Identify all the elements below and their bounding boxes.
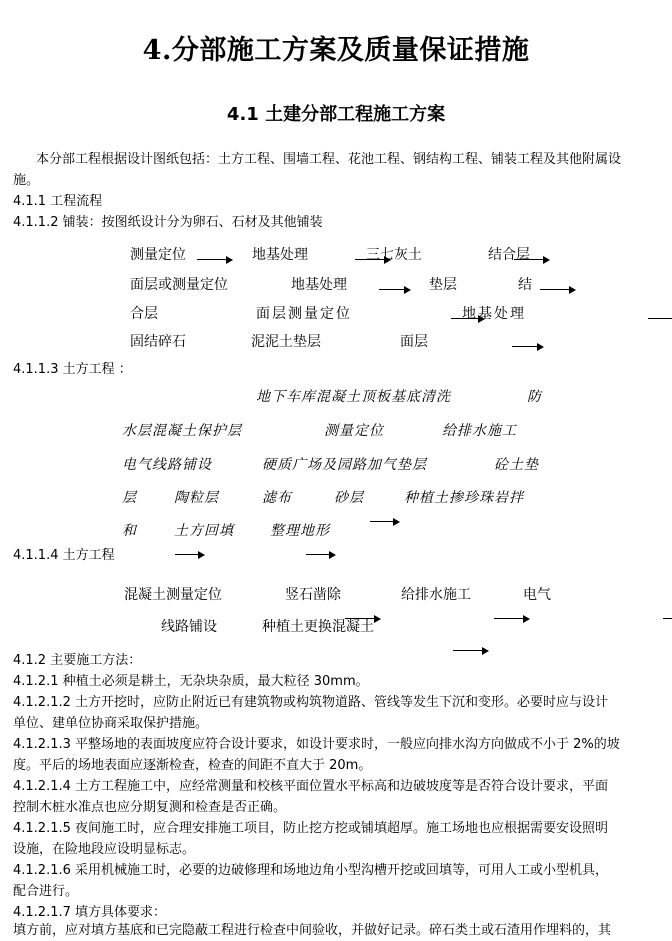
flow2-step: 防 [527,389,542,405]
flow1-step: 面层 [400,334,428,350]
flow2-step: 测量定位 [324,423,384,439]
flow3-step: 种植土更换混凝土 [262,619,374,635]
section-412: 4.1.2 主要施工方法： [13,653,142,668]
flow1-step: 地基处理 [462,306,526,322]
paragraph: 4.1.2.1.3 平整场地的表面坡度应符合设计要求，如设计要求时，一般应向排水沟方向做成不小于 2%的坡 [13,737,620,752]
arrow-icon [379,285,411,295]
flow1-step: 面层或测量定位 [130,277,228,293]
flow2-step: 砼土垫 [494,457,539,473]
paragraph: 4.1.2.1.7 填方具体要求： [13,905,167,920]
flow1-step: 泥泥土垫层 [251,334,321,350]
paragraph: 配合进行。 [13,884,79,899]
flow1-step: 地基处理 [252,247,308,263]
paragraph: 度。平后的场地表面应逐渐检查，检查的间距不直大于 20m。 [13,758,372,773]
flow3-step: 线路铺设 [161,619,217,635]
section-4112: 4.1.1.2 铺装：按图纸设计分为卵石、石材及其他铺装 [13,215,323,230]
flow1-step: 测量定位 [130,247,186,263]
flow2-step: 种植土掺珍珠岩拌 [404,490,524,506]
paragraph: 4.1.2.1.4 土方工程施工中，应经常测量和校核平面位置水平标高和边破坡度等是否符合设计要求，平面 [13,779,609,794]
flow1-step: 三七灰土 [366,247,422,263]
paragraph: 4.1.2.1.2 土方开挖时，应防止附近已有建筑物或构筑物道路、管线等发生下沉和变形。必要时应与设计 [13,695,609,710]
page-title: 4.分部施工方案及质量保证措施 [142,35,530,66]
section-heading: 4.1 土建分部工程施工方案 [226,104,446,125]
paragraph: 控制木桩水准点也应分期复测和检查是否正确。 [13,800,287,815]
flow1-step: 固结碎石 [130,334,186,350]
flow2-step: 层 [122,490,137,506]
flow2-step: 地下车库混凝土顶板基底清洗 [256,389,451,405]
arrow-icon [370,517,400,527]
flow1-step: 结合层 [488,247,530,263]
paragraph: 填方前，应对填方基底和已完隐蔽工程进行检查中间验收，并做好记录。碎石类土或石渣用作埋料的，其 [13,923,612,938]
flow2-step: 给排水施工 [442,423,517,439]
flow2-step: 电气线路铺设 [122,457,212,473]
arrow-icon [648,314,672,324]
section-4113: 4.1.1.3 土方工程 ： [13,362,132,377]
flow2-step: 砂层 [334,490,364,506]
flow2-step: 和 [122,523,137,539]
flow2-step: 土方回填 [174,523,234,539]
section-4114: 4.1.1.4 土方工程 [13,548,115,563]
flow1-step: 面层测量定位 [256,306,352,322]
paragraph: 设施，在险地段应设明显标志。 [13,842,196,857]
flow1-step: 地基处理 [291,277,347,293]
arrow-icon [197,255,233,265]
flow3-step: 给排水施工 [401,587,471,603]
intro-paragraph: 本分部工程根据设计图纸包括：土方工程、围墙工程、花池工程、钢结构工程、铺装工程及其他附属设 [36,152,622,167]
flow2-step: 整理地形 [270,523,330,539]
paragraph: 4.1.2.1 种植土必须是耕土，无杂块杂质，最大粒径 30mm。 [13,674,369,689]
arrow-icon [494,614,530,624]
flow1-step: 合层 [130,306,158,322]
section-4111: 4.1.1 工程流程 [13,194,103,209]
flow2-step: 陶粒层 [174,490,219,506]
flow2-step: 滤布 [262,490,292,506]
flow1-step: 垫层 [429,277,457,293]
flow2-step: 硬质广场及园路加气垫层 [262,457,427,473]
flow1-step: 结 [518,277,532,293]
flow3-step: 电气 [523,587,551,603]
flow2-step: 水层混凝土保护层 [122,423,242,439]
arrow-icon [512,342,544,352]
flow3-step: 混凝土测量定位 [124,587,222,603]
arrow-icon [540,285,576,295]
arrow-icon [663,614,672,624]
paragraph: 单位、建单位协商采取保护措施。 [13,716,209,731]
paragraph: 4.1.2.1.6 采用机械施工时，必要的边破修理和场地边角小型沟槽开挖或回填等，可用人工或小型机具， [13,863,609,878]
flow3-step: 竖石凿除 [285,587,341,603]
paragraph: 4.1.2.1.5 夜间施工时，应合理安排施工项目，防止挖方挖或铺填超厚。施工场地也应根据需要安设照明 [13,821,609,836]
intro-paragraph-cont: 施。 [13,173,40,188]
